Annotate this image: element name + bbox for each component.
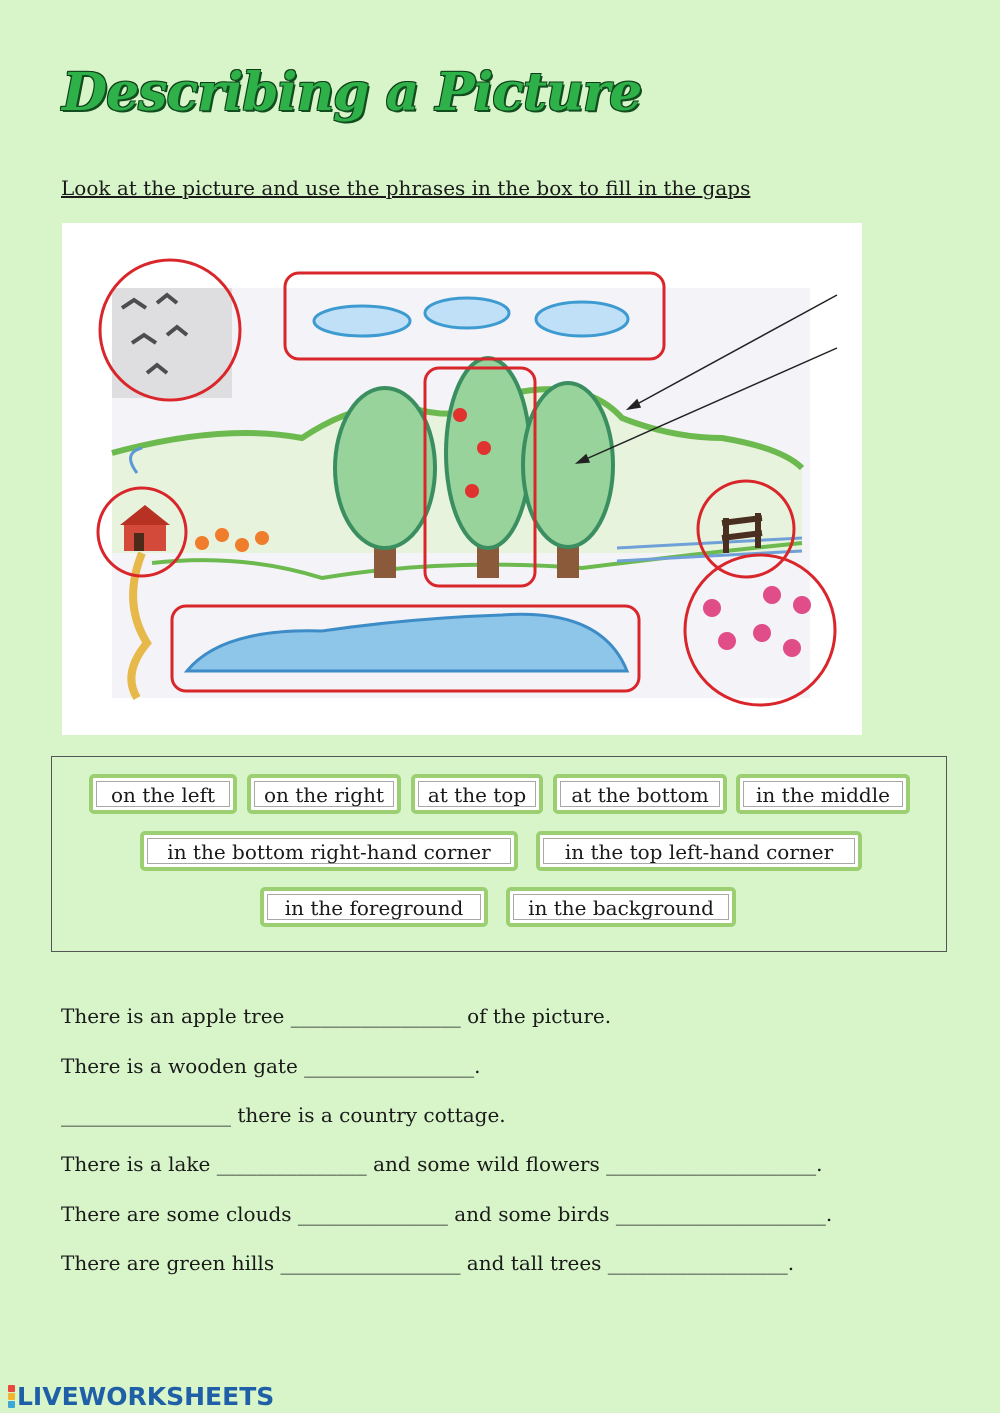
trees bbox=[335, 358, 613, 578]
phrase-text: in the background bbox=[513, 894, 729, 920]
phrase-text: in the bottom right-hand corner bbox=[147, 838, 511, 864]
phrase-chip-on-the-right[interactable] bbox=[247, 774, 401, 814]
phrase-text: in the foreground bbox=[267, 894, 481, 920]
phrase-chip-on-the-left[interactable] bbox=[89, 774, 237, 814]
phrase-chip-at-the-bottom[interactable] bbox=[553, 774, 727, 814]
phrase-chip-in-the-foreground[interactable] bbox=[260, 887, 488, 927]
worksheet-title: Describing a Picture bbox=[62, 62, 642, 123]
sentence-cottage[interactable]: _________________ there is a country cottage. bbox=[61, 1103, 506, 1127]
phrase-text: at the bottom bbox=[560, 781, 720, 807]
landscape-drawing bbox=[62, 223, 862, 735]
phrase-chip-in-the-middle[interactable] bbox=[736, 774, 910, 814]
liveworksheets-logo-icon bbox=[8, 1384, 15, 1408]
phrase-text: on the right bbox=[254, 781, 394, 807]
phrase-text: at the top bbox=[418, 781, 536, 807]
brand-name: LIVEWORKSHEETS bbox=[17, 1381, 275, 1411]
phrase-chip-top-left-corner[interactable] bbox=[536, 831, 862, 871]
phrase-chip-at-the-top[interactable] bbox=[411, 774, 543, 814]
sentence-hills-trees[interactable]: There are green hills __________________ and tall trees __________________. bbox=[61, 1251, 795, 1275]
landscape-illustration bbox=[62, 223, 862, 735]
phrase-chip-in-the-background[interactable] bbox=[506, 887, 736, 927]
sentence-wooden-gate[interactable]: There is a wooden gate _________________. bbox=[61, 1054, 481, 1078]
footer-logo bbox=[8, 1382, 274, 1410]
instruction-text: Look at the picture and use the phrases in the box to fill in the gaps bbox=[61, 176, 751, 200]
phrase-box bbox=[51, 756, 947, 952]
sentence-clouds-birds[interactable]: There are some clouds _______________ and some birds _____________________. bbox=[61, 1202, 833, 1226]
sentence-apple-tree[interactable]: There is an apple tree _________________ of the picture. bbox=[61, 1004, 612, 1028]
phrase-text: on the left bbox=[96, 781, 230, 807]
phrase-text: in the top left-hand corner bbox=[543, 838, 855, 864]
phrase-text: in the middle bbox=[743, 781, 903, 807]
sentence-lake-flowers[interactable]: There is a lake _______________ and some wild flowers _____________________. bbox=[61, 1152, 823, 1176]
phrase-chip-bottom-right-corner[interactable] bbox=[140, 831, 518, 871]
